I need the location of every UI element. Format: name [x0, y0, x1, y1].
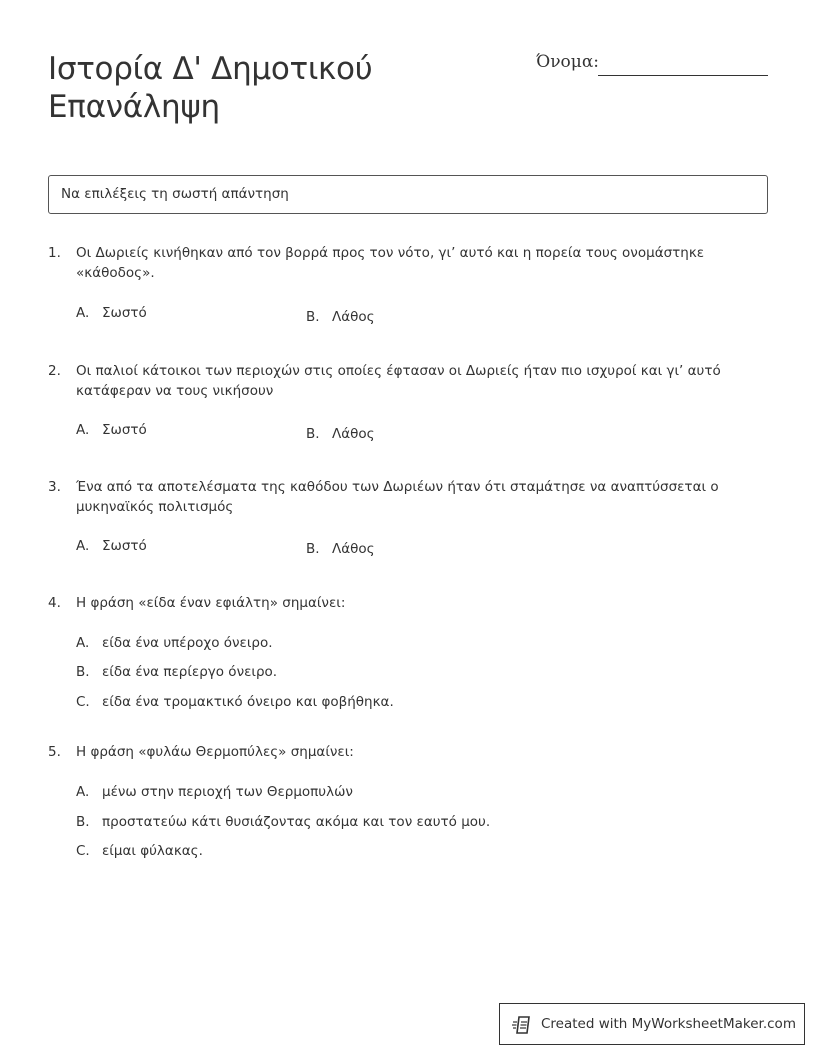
option-text: Σωστό [102, 538, 147, 554]
footer-text: Created with MyWorksheetMaker.com [541, 1016, 796, 1032]
option-b [76, 812, 490, 832]
name-blank-line [598, 75, 768, 76]
option-b [76, 662, 277, 682]
question-text: Ένα από τα αποτελέσματα της καθόδου των Δωριέων ήταν ότι σταμάτησε να αναπτύσσεται ο μυκηναϊκός πολιτισμός [76, 479, 719, 515]
option-letter: B. [306, 309, 320, 325]
footer-credit [499, 1003, 805, 1045]
option-letter: B. [306, 426, 320, 442]
name-label: Όνομα: [536, 52, 600, 72]
option-text: είδα ένα υπέροχο όνειρο. [102, 635, 273, 651]
option-a [76, 536, 147, 556]
option-a [76, 782, 353, 802]
option-letter: A. [76, 635, 90, 651]
question-text: Η φράση «είδα έναν εφιάλτη» σημαίνει: [76, 595, 346, 611]
option-letter: B. [306, 541, 320, 557]
option-letter: B. [76, 814, 90, 830]
question-text: Οι Δωριείς κινήθηκαν από τον βορρά προς τον νότο, γι’ αυτό και η πορεία τους ονομάστηκε «κάθοδος». [76, 245, 705, 281]
option-c [76, 841, 203, 861]
option-b [306, 539, 375, 559]
title-line-1: Ιστορία Δ' Δημοτικού [48, 51, 373, 87]
option-text: μένω στην περιοχή των Θερμοπυλών [102, 784, 353, 800]
option-letter: C. [76, 843, 90, 859]
option-text: Λάθος [332, 541, 375, 557]
option-text: Λάθος [332, 309, 375, 325]
option-letter: A. [76, 305, 90, 321]
option-text: είμαι φύλακας. [102, 843, 203, 859]
option-letter: A. [76, 538, 90, 554]
option-text: Σωστό [102, 422, 147, 438]
question-number: 1. [48, 245, 61, 261]
question-number: 3. [48, 479, 61, 495]
option-b [306, 307, 375, 327]
option-letter: B. [76, 664, 90, 680]
option-c [76, 692, 394, 712]
option-text: Σωστό [102, 305, 147, 321]
option-text: είδα ένα περίεργο όνειρο. [102, 664, 278, 680]
option-letter: C. [76, 694, 90, 710]
option-a [76, 303, 147, 323]
option-letter: A. [76, 784, 90, 800]
question-text: Οι παλιοί κάτοικοι των περιοχών στις οποίες έφτασαν οι Δωριείς ήταν πιο ισχυροί και γι’ αυτό κατάφεραν να τους νικήσουν [76, 363, 721, 399]
question-text: Η φράση «φυλάω Θερμοπύλες» σημαίνει: [76, 744, 354, 760]
option-a [76, 633, 273, 653]
option-text: προστατεύω κάτι θυσιάζοντας ακόμα και τον εαυτό μου. [102, 814, 491, 830]
name-field [536, 52, 768, 80]
question-number: 2. [48, 363, 61, 379]
question-number: 5. [48, 744, 61, 760]
option-text: Λάθος [332, 426, 375, 442]
option-text: είδα ένα τρομακτικό όνειρο και φοβήθηκα. [102, 694, 394, 710]
option-letter: A. [76, 422, 90, 438]
option-a [76, 420, 147, 440]
option-b [306, 424, 375, 444]
title-line-2: Επανάληψη [48, 89, 220, 125]
instruction-box: Να επιλέξεις τη σωστή απάντηση [48, 175, 768, 214]
worksheet-logo-icon [512, 1014, 534, 1036]
worksheet-title [48, 50, 488, 126]
question-number: 4. [48, 595, 61, 611]
